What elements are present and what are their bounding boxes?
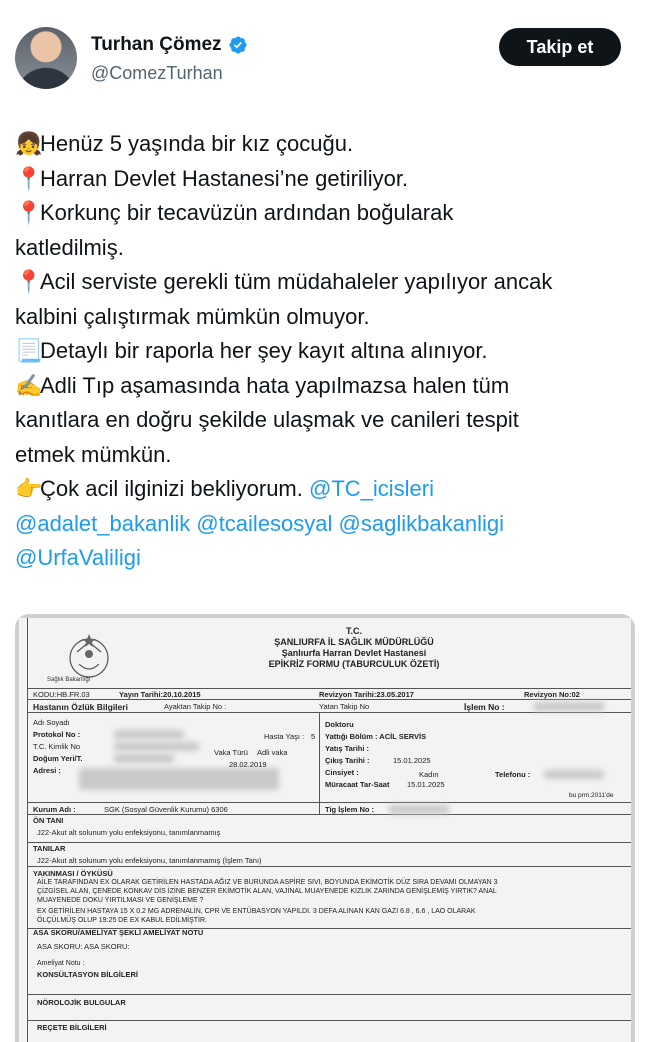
section-title: Hastanın Özlük Bilgileri (33, 702, 128, 712)
divider (27, 618, 28, 1042)
logo-caption: Sağlık Bakanlığı (47, 677, 91, 683)
verified-badge-icon (228, 35, 248, 55)
author-name-row (91, 34, 248, 56)
tweet-line: kanıtlara en doğru şekilde ulaşmak ve canileri tespit (15, 407, 519, 432)
divider (27, 994, 631, 995)
girl-emoji-icon: 👧 (15, 131, 43, 156)
mention-link[interactable]: @adalet_bakanlik (15, 510, 191, 536)
discharge-date: 15.01.2025 (393, 756, 431, 765)
redacted-field (534, 702, 604, 711)
patient-age: 5 (311, 732, 316, 741)
consultation-label: KONSÜLTASYON BİLGİLERİ (37, 970, 138, 979)
diagnosis: J22-Akut alt solunum yolu enfeksiyonu, tanımlanmamış (İşlem Tanı) (37, 856, 262, 865)
form-code: KODU:HB.FR.03 (33, 690, 90, 699)
admission-label: Yatış Tarihi : (325, 744, 370, 753)
pin-icon: 📍 (15, 200, 43, 225)
name-label: Adı Soyadı (33, 718, 70, 727)
protocol-label: Protokol No : (33, 730, 81, 739)
birth-date: 28.02.2019 (229, 760, 267, 769)
divider (27, 688, 631, 689)
page-icon: 📃 (15, 338, 43, 363)
diagnosis-label: TANILAR (33, 844, 66, 853)
redacted-field (114, 742, 199, 751)
complaint-label: YAKINMASI / ÖYKÜSÜ (33, 869, 113, 878)
tweet-line: katledilmiş. (15, 234, 124, 260)
neuro-label: NÖROLOJİK BULGULAR (37, 998, 126, 1007)
tc-label: T.C. Kimlik No (33, 742, 81, 751)
institution-label: Kurum Adı : (33, 805, 76, 814)
tweet-line: etmek mümkün. (15, 441, 172, 467)
tweet-line (15, 507, 637, 542)
author-avatar[interactable] (15, 27, 77, 89)
divider (27, 802, 631, 803)
footnote: bu prm.2011'de (569, 792, 614, 799)
pointing-hand-icon: 👉 (15, 476, 43, 501)
divider (27, 712, 631, 713)
document-header: T.C. ŞANLIURFA İL SAĞLIK MÜDÜRLÜĞÜ Şanlıurfa Harran Devlet Hastanesi EPİKRİZ FORMU (TABURCULUK ÖZETİ) (268, 626, 440, 669)
application-label: Müracaat Tar-Saat (325, 780, 390, 789)
complaint-line: MUAYENEDE DOKU YIRTILMASI VE GENİŞLEME ? (37, 897, 204, 904)
ambulatory-no-label: Ayaktan Takip No : (164, 702, 227, 711)
tig-label: Tig İşlem No : (325, 805, 375, 814)
divider (319, 712, 320, 814)
epicrisis-document (19, 618, 631, 1042)
attached-photo[interactable] (15, 614, 635, 1042)
tweet-line: 📍Harran Devlet Hastanesi’ne getiriliyor. (15, 162, 637, 197)
divider (27, 866, 631, 867)
case-type-label: Vaka Türü (214, 748, 248, 757)
divider (27, 1020, 631, 1021)
address-label: Adresi : (33, 766, 61, 775)
divider (27, 699, 631, 700)
asa-score: ASA SKORU: ASA SKORU: (37, 942, 130, 951)
author-name[interactable]: Turhan Çömez (91, 34, 222, 55)
mention-link[interactable]: @tcailesosyal (196, 510, 333, 536)
tweet-line (15, 541, 637, 576)
patient-age-label: Hasta Yaşı : (264, 732, 305, 741)
tweet-line: 📃Detaylı bir raporla her şey kayıt altına alınıyor. (15, 334, 637, 369)
tweet-text (15, 127, 637, 576)
mention-link[interactable]: @TC_icisleri (309, 476, 435, 501)
prescription-label: REÇETE BİLGİLERİ (37, 1023, 107, 1032)
redacted-field (114, 730, 184, 739)
redacted-field (389, 805, 449, 814)
writing-hand-icon: ✍ (15, 372, 43, 398)
divider (27, 814, 631, 815)
publish-date: Yayın Tarihi:20.10.2015 (119, 690, 201, 699)
birth-label: Doğum Yeri/T. (33, 754, 83, 763)
process-no-label: İşlem No : (464, 702, 505, 712)
tweet-line: 👉Çok acil ilginizi bekliyorum. @TC_icisleri (15, 472, 637, 507)
department: Yattığı Bölüm : ACİL SERVİS (325, 732, 427, 741)
pin-icon: 📍 (15, 269, 43, 294)
complaint-line: AİLE TARAFINDAN EX OLARAK GETİRİLEN HASTADA AĞIZ VE BURUNDA ASPİRE SIVI, BOYUNDA EKİMOTİK DÜZ SIRA DEVAMI OLMAYAN 3 (37, 879, 498, 886)
discharge-label: Çıkış Tarihi : (325, 756, 370, 765)
phone-label: Telefonu : (495, 770, 531, 779)
redacted-field (79, 768, 279, 790)
complaint-line: EX GETİRİLEN HASTAYA 15 X 0.2 MG ADRENALİN, CPR VE ENTÜBASYON YAPILDI. 3 DEFA ALINAN KAN GAZI 6.8 , 6.6 , LAO OLARAK (37, 908, 476, 915)
doctor-label: Doktoru (325, 720, 354, 729)
asa-header: ASA SKORU/AMELİYAT ŞEKLİ AMELİYAT NOTU (33, 928, 204, 937)
mention-link[interactable]: @saglikbakanligi (338, 510, 504, 536)
revision-date: Revizyon Tarihi:23.05.2017 (319, 690, 414, 699)
tweet-line: 📍Acil serviste gerekli tüm müdahaleler yapılıyor ancak (15, 265, 637, 300)
gender: Kadın (419, 770, 439, 779)
complaint-line: ÖLÇÜLMÜŞ OLUP 19:25 DE EX KABUL EDİLMİŞTİR. (37, 917, 208, 924)
tweet-line: ✍Adli Tıp aşamasında hata yapılmazsa halen tüm (15, 369, 637, 404)
author-handle[interactable]: @ComezTurhan (91, 63, 223, 83)
tweet-line: kalbini çalıştırmak mümkün olmuyor. (15, 303, 370, 329)
gender-label: Cinsiyet : (325, 768, 359, 777)
redacted-field (114, 754, 174, 763)
case-type: Adli vaka (257, 748, 288, 757)
tweet-line: 👧Henüz 5 yaşında bir kız çocuğu. (15, 127, 637, 162)
revision-no: Revizyon No:02 (524, 690, 580, 699)
inpatient-no-label: Yatan Takip No (319, 702, 370, 711)
surgery-note: Ameliyat Notu : (37, 960, 85, 967)
pre-diagnosis-label: ÖN TANI (33, 816, 64, 825)
follow-button[interactable]: Takip et (499, 28, 621, 66)
institution: SGK (Sosyal Güvenlik Kurumu) 6306 (104, 805, 228, 814)
divider (27, 842, 631, 843)
ministry-logo-icon (49, 632, 127, 694)
pre-diagnosis: J22-Akut alt solunum yolu enfeksiyonu, tanımlanmamış (37, 828, 221, 837)
complaint-line: ÇİZGİSEL ALAN, ÇENEDE KONKAV DİS İZİNE BENZER EKİMOTİK ALAN, VAJİNAL MUAYENEDE KIZLIK ZARINDA GENİŞLEMİŞ YIRTIK? ANAL (37, 888, 497, 895)
mention-link[interactable]: @UrfaValiligi (15, 545, 141, 570)
redacted-field (544, 770, 604, 779)
pin-icon: 📍 (15, 165, 43, 191)
tweet-line: 📍Korkunç bir tecavüzün ardından boğularak (15, 196, 637, 231)
application-date: 15.01.2025 (407, 780, 445, 789)
